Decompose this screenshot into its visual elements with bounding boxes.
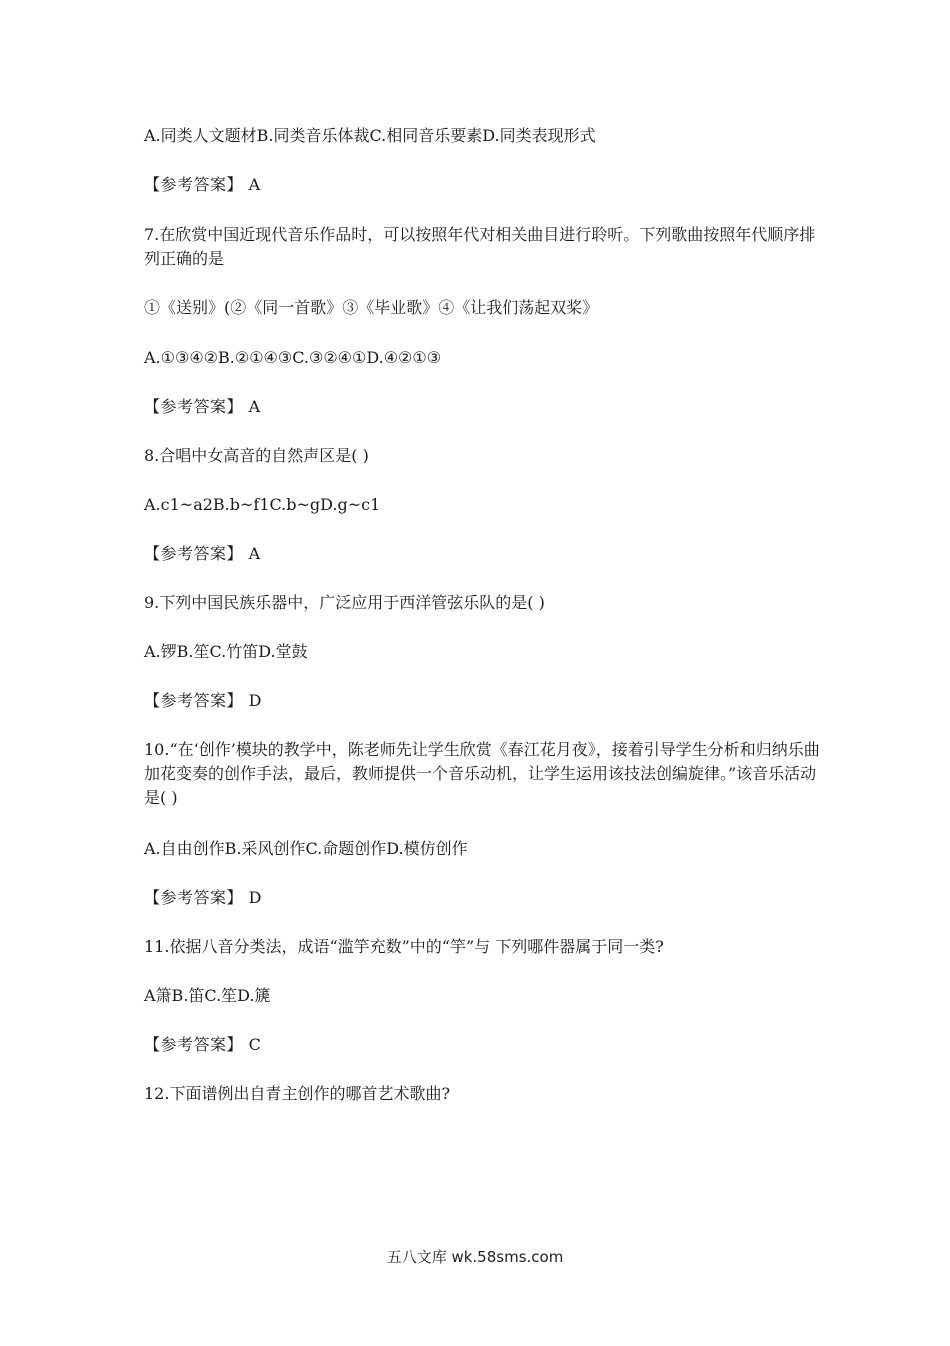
q9-stem: 9.下列中国民族乐器中，广泛应用于西洋管弦乐队的是( ) (144, 593, 545, 612)
footer-watermark: 五八文库 wk.58sms.com (386, 1248, 564, 1266)
q7-stem: 7.在欣赏中国近现代音乐作品时，可以按照年代对相关曲目进行聆听。下列歌曲按照年代顺序排列正确的是 (144, 225, 816, 268)
q8-stem: 8.合唱中女高音的自然声区是( ) (144, 446, 369, 465)
q10-options: A.自由创作B.采风创作C.命题创作D.模仿创作 (144, 839, 468, 858)
q12-stem: 12.下面谱例出自青主创作的哪首艺术歌曲? (144, 1084, 451, 1103)
q8-options: A.c1~a2B.b~f1C.b~gD.g~c1 (144, 495, 381, 514)
q10-stem: 10.“在‘创作’模块的教学中，陈老师先让学生欣赏《春江花月夜》，接着引导学生分析和归纳乐曲加花变奏的创作手法，最后，教师提供一个音乐动机，让学生运用该技法创编旋律。”该音乐活动是( ) (144, 740, 820, 807)
q11-answer: 【参考答案】 C (144, 1035, 262, 1054)
q8-answer: 【参考答案】 A (144, 544, 261, 563)
q6-options: A.同类人文题材B.同类音乐体裁C.相同音乐要素D.同类表现形式 (144, 126, 596, 145)
q7-answer: 【参考答案】 A (144, 397, 261, 416)
q7-items: ①《送别》(②《同一首歌》③《毕业歌》④《让我们荡起双桨》 (144, 298, 599, 317)
q11-options: A箫B.笛C.笙D.篪 (144, 986, 271, 1005)
q11-stem: 11.依据八音分类法，成语“滥竽充数”中的“竽”与 下列哪件器属于同一类? (144, 937, 664, 956)
q9-answer: 【参考答案】 D (144, 691, 262, 710)
q7-options: A.①③④②B.②①④③C.③②④①D.④②①③ (144, 348, 442, 367)
q6-answer: 【参考答案】 A (144, 175, 261, 194)
q10-answer: 【参考答案】 D (144, 888, 262, 907)
q9-options: A.锣B.笙C.竹笛D.堂鼓 (144, 642, 308, 661)
